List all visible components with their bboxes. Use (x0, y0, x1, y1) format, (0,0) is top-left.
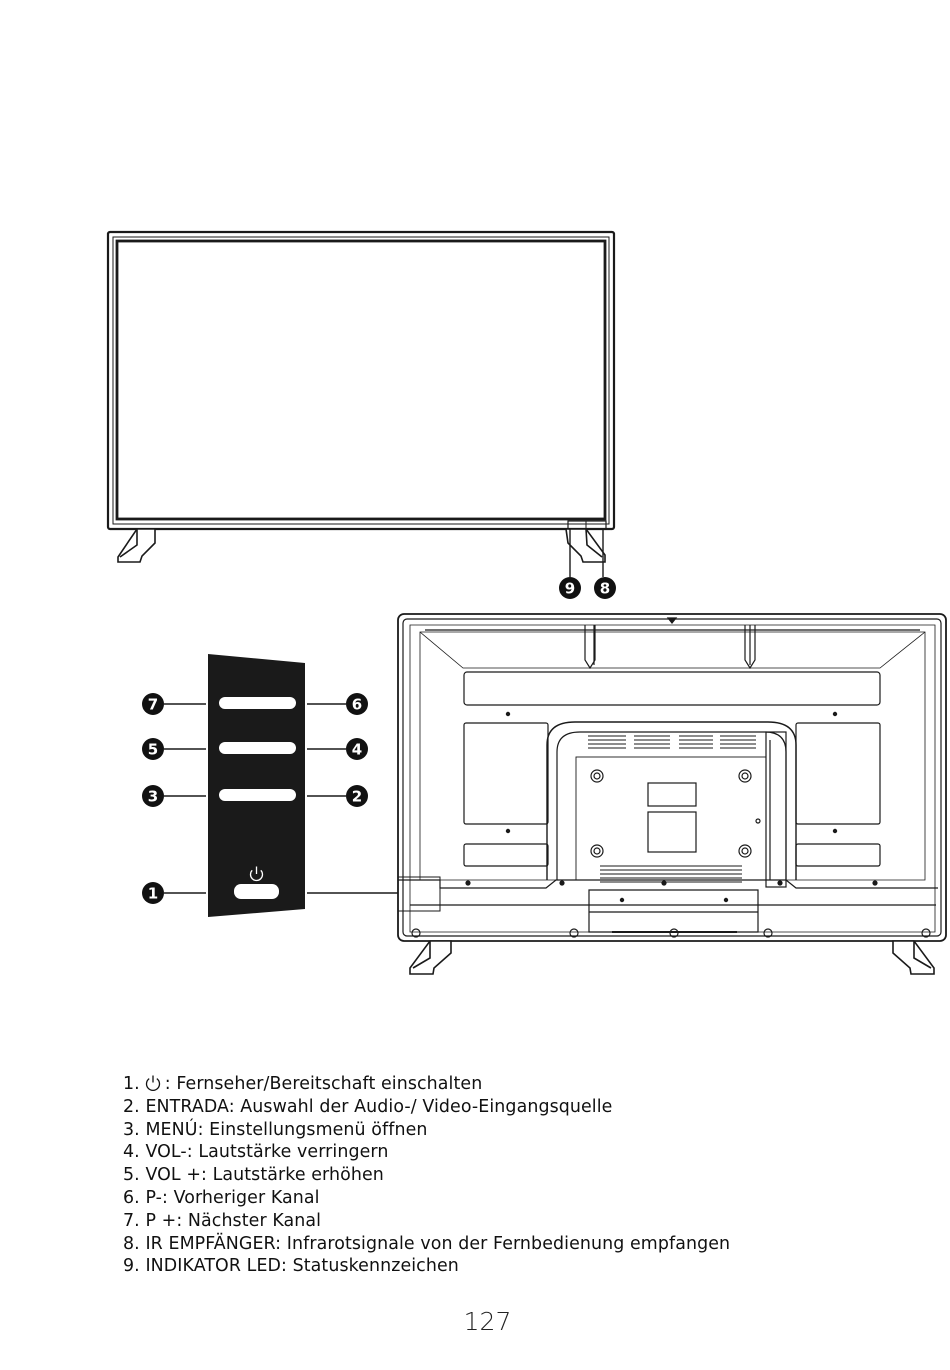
control-panel (208, 654, 305, 917)
legend-item-5 (123, 1164, 730, 1187)
legend-text: : Fernseher/Bereitschaft einschalten (164, 1074, 483, 1094)
page-number: 127 (463, 1307, 512, 1336)
legend-text: MENÚ: Einstellungsmenü öffnen (145, 1119, 428, 1140)
callout-3 (142, 785, 164, 807)
legend-number: 1. (123, 1074, 140, 1094)
legend-text: P +: Nächster Kanal (145, 1210, 322, 1231)
callout-6 (346, 693, 368, 715)
tv-back-view (398, 614, 946, 974)
legend-number: 9. (123, 1256, 140, 1277)
svg-text:9: 9 (564, 579, 576, 598)
callout-1 (142, 882, 164, 904)
legend-text: P-: Vorheriger Kanal (145, 1187, 320, 1208)
button-power (234, 884, 279, 899)
top-vents (588, 736, 756, 748)
callout-7 (142, 693, 164, 715)
legend-text: INDIKATOR LED: Statuskennzeichen (145, 1256, 459, 1277)
back-left-stand (410, 941, 451, 974)
button-p-plus (219, 697, 296, 709)
legend-item-8 (123, 1233, 730, 1256)
callout-9 (559, 577, 581, 599)
power-icon (144, 1074, 162, 1092)
legend-text: ENTRADA: Auswahl der Audio-/ Video-Eingangsquelle (145, 1096, 613, 1117)
legend-text: IR EMPFÄNGER: Infrarotsignale von der Fernbedienung empfangen (145, 1233, 731, 1254)
svg-text:7: 7 (147, 695, 159, 714)
callout-4 (346, 738, 368, 760)
svg-text:1: 1 (147, 884, 159, 903)
legend-item-6 (123, 1187, 730, 1210)
back-right-stand (893, 941, 934, 974)
legend-number: 7. (123, 1210, 140, 1231)
legend-text: VOL-: Lautstärke verringern (145, 1142, 389, 1163)
legend-number: 2. (123, 1096, 140, 1117)
front-left-stand (118, 529, 155, 562)
callout-2 (346, 785, 368, 807)
legend-item-1 (123, 1073, 730, 1096)
legend-text: VOL +: Lautstärke erhöhen (145, 1165, 384, 1186)
svg-text:3: 3 (147, 787, 159, 806)
legend-number: 5. (123, 1165, 140, 1186)
svg-text:5: 5 (147, 740, 159, 759)
svg-text:2: 2 (351, 787, 363, 806)
front-right-stand (566, 529, 605, 562)
legend-number: 3. (123, 1119, 140, 1140)
legend-number: 4. (123, 1142, 140, 1163)
legend-item-9 (123, 1255, 730, 1278)
ir-led-window (568, 521, 606, 529)
legend-item-7 (123, 1210, 730, 1233)
tv-front-view (108, 232, 614, 577)
legend-item-4 (123, 1141, 730, 1164)
callout-8 (594, 577, 616, 599)
function-legend (123, 1073, 730, 1278)
svg-text:4: 4 (351, 740, 363, 759)
callout-5 (142, 738, 164, 760)
legend-number: 6. (123, 1187, 140, 1208)
button-menu (219, 789, 296, 801)
svg-text:8: 8 (599, 579, 611, 598)
button-vol-plus (219, 742, 296, 754)
legend-number: 8. (123, 1233, 140, 1254)
legend-item-3 (123, 1119, 730, 1142)
legend-item-2 (123, 1096, 730, 1119)
svg-text:6: 6 (351, 695, 363, 714)
